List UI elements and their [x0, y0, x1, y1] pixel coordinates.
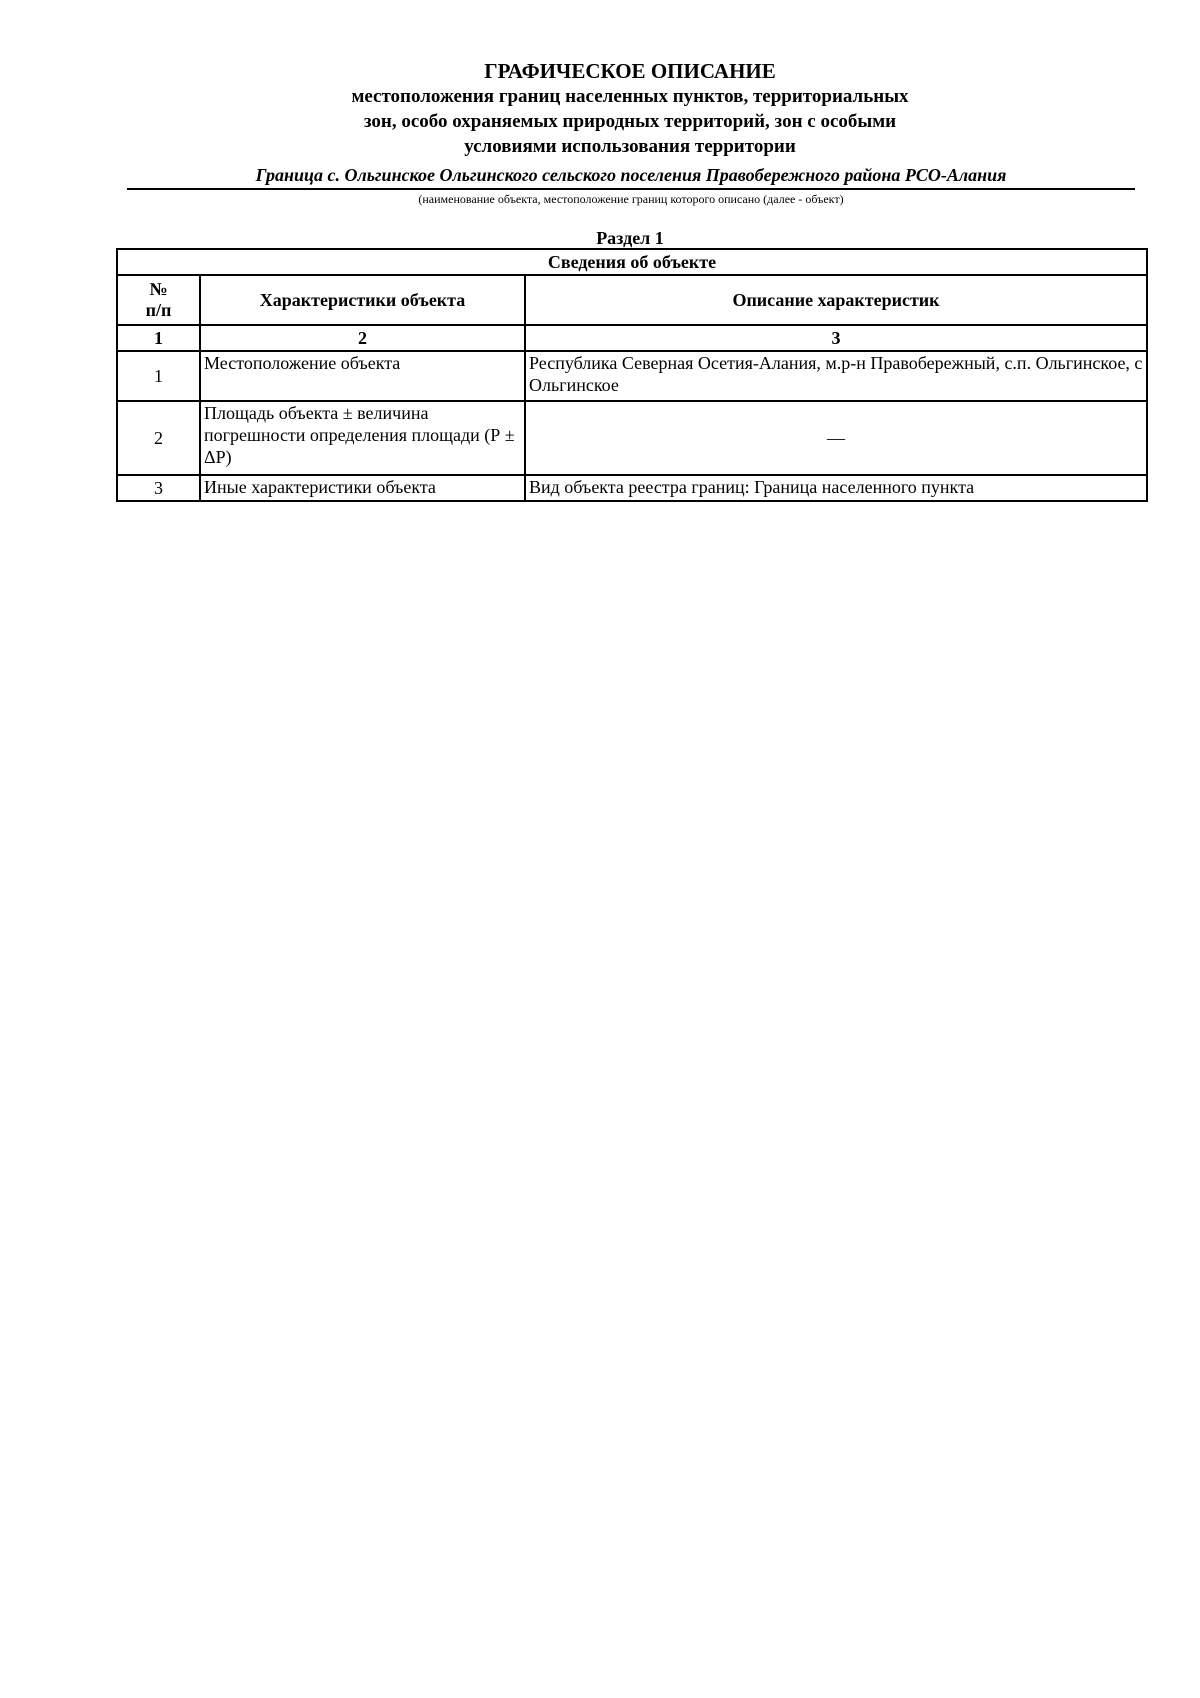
column-header-description: Описание характеристик [525, 275, 1147, 325]
table-column-numbers-row [117, 325, 1147, 351]
section-title: Раздел 1 [596, 228, 664, 248]
column-number-3: 3 [525, 325, 1147, 351]
table-row [117, 475, 1147, 501]
column-header-number: № п/п [117, 275, 200, 325]
table-row [117, 351, 1147, 401]
row-number: 2 [117, 401, 200, 475]
column-header-characteristic: Характеристики объекта [200, 275, 525, 325]
document-subtitle-line-3: условиями использования территории [464, 136, 796, 157]
object-name: Граница с. Ольгинское Ольгинского сельского поселения Правобережного района РСО-Алания [255, 165, 1007, 185]
object-info-table [116, 248, 1148, 502]
table-header-row [117, 275, 1147, 325]
document-title: ГРАФИЧЕСКОЕ ОПИСАНИЕ [484, 59, 776, 83]
column-number-2: 2 [200, 325, 525, 351]
row-number: 3 [117, 475, 200, 501]
document-subtitle-line-1: местоположения границ населенных пунктов, территориальных [351, 86, 909, 107]
row-number: 1 [117, 351, 200, 401]
table-row [117, 401, 1147, 475]
row-description: Вид объекта реестра границ: Граница населенного пункта [525, 475, 1147, 501]
row-characteristic: Местоположение объекта [200, 351, 525, 401]
document-header [0, 58, 1200, 159]
document-subtitle-line-2: зон, особо охраняемых природных территорий, зон с особыми [363, 111, 897, 132]
column-number-1: 1 [117, 325, 200, 351]
table-title: Сведения об объекте [117, 249, 1147, 275]
row-description: — [525, 401, 1147, 475]
row-characteristic: Площадь объекта ± величина погрешности определения площади (Р ± ΔР) [200, 401, 525, 475]
object-name-caption: (наименование объекта, местоположение границ которого описано (далее - объект) [418, 192, 844, 206]
row-characteristic: Иные характеристики объекта [200, 475, 525, 501]
object-name-underline [127, 188, 1135, 190]
row-description: Республика Северная Осетия-Алания, м.р-н Правобережный, с.п. Ольгинское, с Ольгинское [525, 351, 1147, 401]
table-title-row [117, 249, 1147, 275]
